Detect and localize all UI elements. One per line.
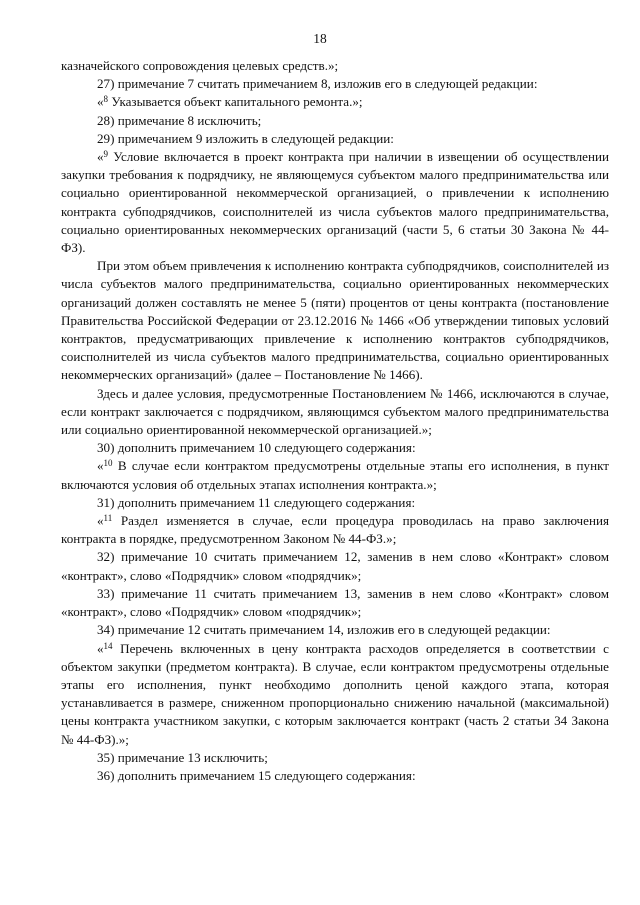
paragraph: 28) примечание 8 исключить; bbox=[97, 112, 262, 128]
paragraph: 31) дополнить примечанием 11 следующего содержания: bbox=[97, 494, 416, 510]
paragraph: 32) примечание 10 считать примечанием 12, заменив в нем слово «Контракт» словом «контракт», слово «Подрядчик» словом «подрядчик»; bbox=[61, 549, 609, 583]
footnote-mark: 8 bbox=[103, 94, 109, 105]
paragraph: «$^{14}$ Перечень включенных в цену контракта расходов определяется в соответствии с объектом закупки (предметом контракта). В случае, если контрактом предусмотрены отдельные этапы его исполнения, пункт необходимо дополнить ценой каждого этапа, которая устанавливается в размере, сниженном пропорционально снижению начальной (максимальной) цены контракта участником закупки, с которым заключается контракт (часть 2 статьи 34 Закона № 44-ФЗ).»; bbox=[61, 640, 609, 747]
paragraph: «$^8$ Указывается объект капитального ремонта.»; bbox=[97, 94, 363, 110]
paragraph: 30) дополнить примечанием 10 следующего содержания: bbox=[97, 440, 416, 456]
paragraph: казначейского сопровождения целевых средств.»; bbox=[61, 58, 339, 73]
footnote-mark: 9 bbox=[103, 149, 109, 160]
paragraph: 33) примечание 11 считать примечанием 13, заменив в нем слово «Контракт» словом «контракт», слово «Подрядчик» словом «подрядчик»; bbox=[61, 585, 609, 620]
page-number: 18 bbox=[313, 31, 327, 46]
paragraph: При этом объем привлечения к исполнению контракта субподрядчиков, соисполнителей из числа субъектов малого предпринимательства, социально ориентированных некоммерческих организаций должен составлять не менее 5 (пяти) процентов от цены контракта (постановление Правительства Российской Федерации от 23.12.2016 № 1466 «Об утверждении типовых условий контрактов, предусматривающих привлечение к исполнению контрактов субподрядчиков, соисполнителей из числа субъектов малого предпринимательства, социально ориентированных некоммерческих организаций» (далее – Постановление № 1466). bbox=[61, 258, 609, 383]
paragraph: Здесь и далее условия, предусмотренные Постановлением № 1466, исключаются в случае, если контракт заключается с подрядчиком, являющимся субъектом малого предпринимательства или социально ориентированной некоммерческой организацией.»; bbox=[61, 385, 609, 438]
footnote-mark: 11 bbox=[103, 513, 113, 524]
footnote-mark: 14 bbox=[103, 640, 113, 651]
paragraph: 34) примечание 12 считать примечанием 14, изложив его в следующей редакции: bbox=[97, 622, 551, 638]
paragraph: 27) примечание 7 считать примечанием 8, изложив его в следующей редакции: bbox=[97, 76, 538, 92]
document-body bbox=[61, 57, 609, 785]
paragraph: «$^{11}$ Раздел изменяется в случае, если процедура проводилась на право заключения контракта в порядке, предусмотренном Законом № 44-ФЗ.»; bbox=[61, 513, 609, 547]
paragraph: 29) примечанием 9 изложить в следующей редакции: bbox=[97, 130, 394, 146]
paragraph: «$^{10}$ В случае если контрактом предусмотрены отдельные этапы его исполнения, в пункт включаются условия об отдельных этапах исполнения контракта.»; bbox=[61, 458, 609, 492]
paragraph: «$^9$ Условие включается в проект контракта при наличии в извещении об осуществлении закупки требования к подрядчику, не являющемуся субъектом малого предпринимательства или социально ориентированной некоммерческой организацией, о привлечении к исполнению контракта субподрядчиков, соисполнителей из числа субъектов малого предпринимательства, социально ориентированных некоммерческих организаций (части 5, 6 статьи 30 Закона № 44-ФЗ). bbox=[61, 149, 609, 256]
footnote-mark: 10 bbox=[103, 458, 113, 469]
paragraph: 36) дополнить примечанием 15 следующего содержания: bbox=[97, 767, 416, 783]
paragraph: 35) примечание 13 исключить; bbox=[97, 749, 268, 765]
